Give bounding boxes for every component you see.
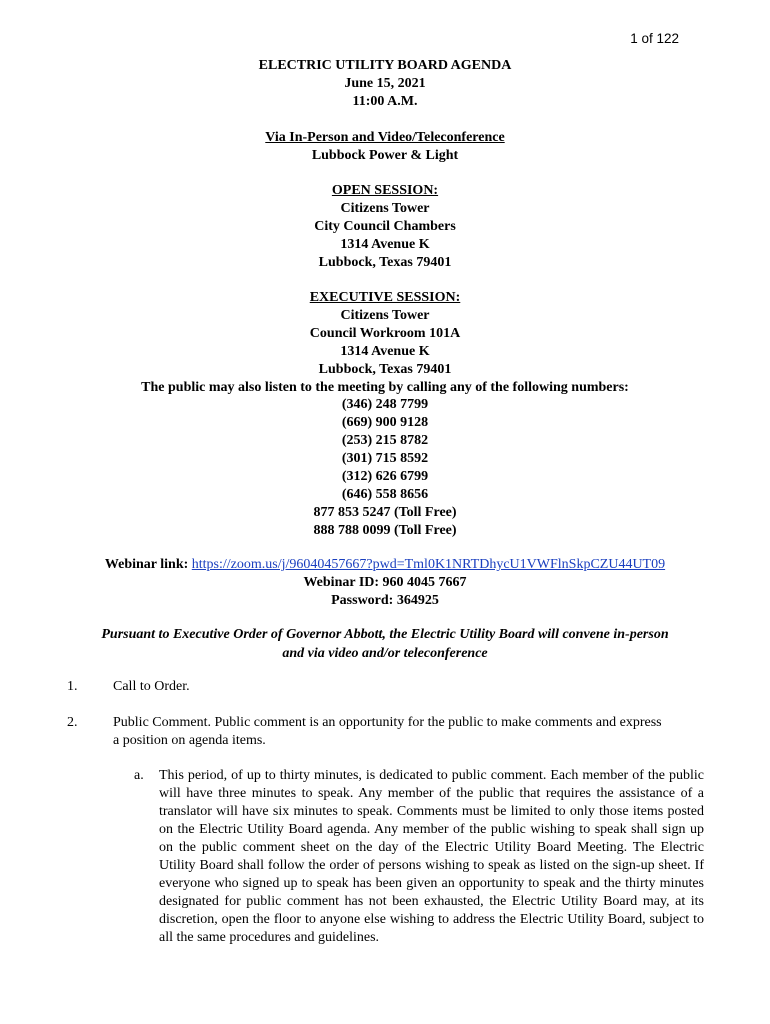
agenda-title: ELECTRIC UTILITY BOARD AGENDA (258, 58, 512, 73)
phone-intro: The public may also listen to the meeting by calling any of the following numbers: (141, 379, 629, 395)
notice-line: Pursuant to Executive Order of Governor Abbott, the Electric Utility Board will convene in-person (101, 627, 669, 642)
agenda-item-text (113, 714, 713, 750)
phone-number: (346) 248 7799 (341, 397, 429, 413)
webinar-id: Webinar ID: 960 4045 7667 (303, 575, 467, 590)
phone-number: 877 853 5247 (Toll Free) (313, 504, 457, 520)
phone-number: (312) 626 6799 (341, 469, 429, 485)
phone-number: (301) 715 8592 (341, 451, 429, 467)
agenda-item-text-line: Public Comment. Public comment is an opportunity for the public to make comments and express (113, 715, 662, 730)
webinar-link-line (0, 556, 770, 574)
executive-session-heading: EXECUTIVE SESSION: (309, 290, 461, 305)
sub-item-letter: a. (134, 768, 144, 783)
meeting-mode: Via In-Person and Video/Teleconference (265, 130, 505, 145)
phone-number: (669) 900 9128 (341, 415, 429, 431)
sub-item-text: This period, of up to thirty minutes, is dedicated to public comment. Each member of the public will have three minutes to speak. Any member of the public that requires the assistance of a translator will have six minutes to speak. Comments must be limited to only those items posted on the Electric Utility Board agenda. Any member of the public wishing to speak shall sign up on the public comment sheet on the day of the Electric Utility Board Meeting. The Electric Utility Board shall follow the order of persons wishing to speak as listed on the sign-up sheet. If everyone who signed up to speak has been given an opportunity to speak and the thirty minutes designated for public comment has not been exhausted, the Electric Utility Board may, at its discretion, open the floor to anyone else wishing to address the Electric Utility Board, subject to all the same procedures and guidelines. (159, 768, 704, 945)
webinar-link[interactable]: https://zoom.us/j/96040457667?pwd=Tml0K1NRTDhycU1VWFlnSkpCZU44UT09 (191, 557, 666, 572)
agenda-item-text-line: a position on agenda items. (113, 733, 266, 748)
notice-line: and via video and/or teleconference (282, 646, 488, 661)
executive-session-line: Council Workroom 101A (309, 325, 461, 341)
open-session-line: 1314 Avenue K (340, 236, 430, 252)
agenda-item-text: Call to Order. (113, 679, 190, 694)
executive-session-block (0, 289, 770, 540)
open-session-line: Lubbock, Texas 79401 (318, 254, 452, 270)
webinar-link-label: Webinar link: (104, 557, 189, 572)
webinar-block (0, 556, 770, 610)
phone-number: 888 788 0099 (Toll Free) (313, 522, 457, 538)
phone-number: (646) 558 8656 (341, 486, 429, 502)
agenda-date: June 15, 2021 (344, 75, 426, 91)
agenda-header (0, 57, 770, 111)
page-number: 1 of 122 (630, 31, 679, 46)
executive-order-notice (0, 625, 770, 663)
organization-name: Lubbock Power & Light (311, 147, 459, 163)
executive-session-line: 1314 Avenue K (340, 343, 430, 359)
executive-session-line: Lubbock, Texas 79401 (318, 361, 452, 377)
agenda-item (67, 714, 707, 754)
agenda-item-number: 1. (67, 679, 78, 694)
agenda-sub-item (134, 767, 704, 947)
open-session-block (0, 182, 770, 272)
agenda-time: 11:00 A.M. (352, 93, 418, 109)
meeting-mode-block (0, 129, 770, 165)
executive-session-line: Citizens Tower (340, 307, 430, 323)
open-session-heading: OPEN SESSION: (331, 183, 439, 198)
webinar-password: Password: 364925 (331, 593, 439, 608)
agenda-item-number: 2. (67, 715, 78, 730)
agenda-item (67, 678, 707, 698)
open-session-line: Citizens Tower (340, 200, 430, 216)
open-session-line: City Council Chambers (314, 218, 456, 234)
phone-number: (253) 215 8782 (341, 433, 429, 449)
